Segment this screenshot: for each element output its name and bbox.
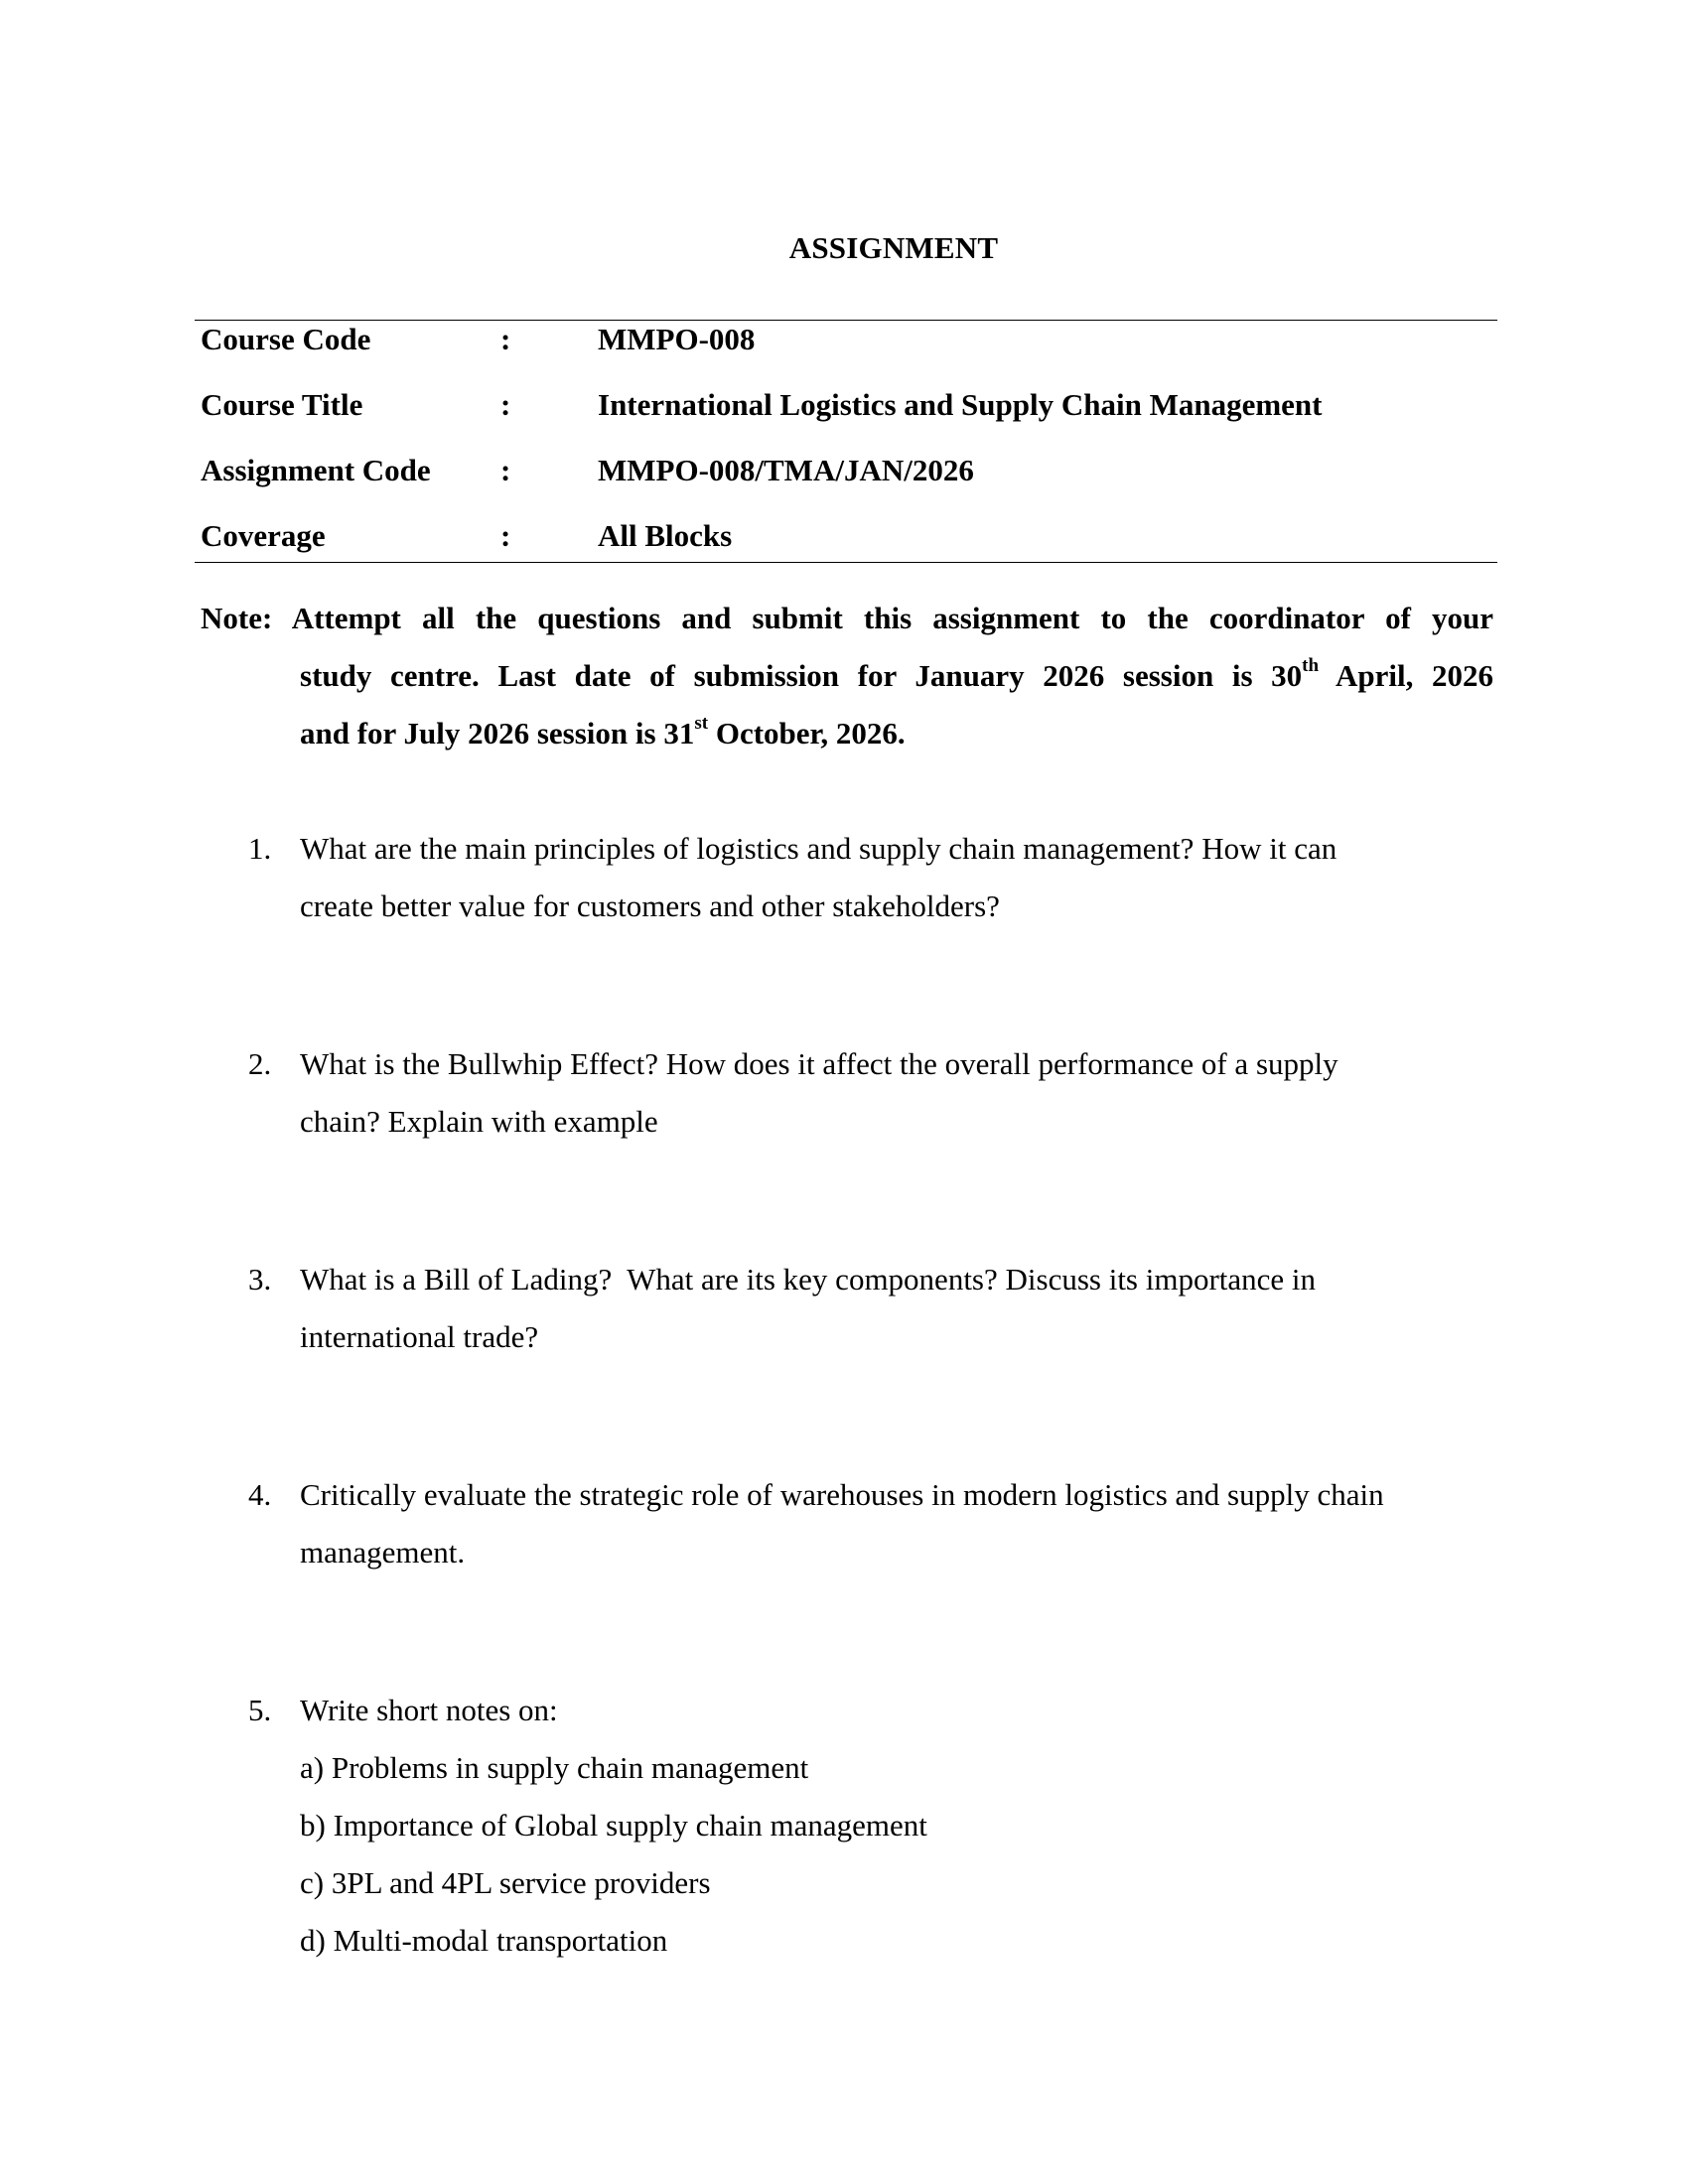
header-top-rule (195, 320, 1497, 321)
question-number: 1. (248, 831, 272, 866)
submission-note (201, 590, 1493, 762)
meta-label: Course Title (201, 387, 363, 422)
question-text: What are the main principles of logistics and supply chain management? How it can (300, 831, 1337, 866)
meta-row-course-code (201, 322, 1491, 371)
header-bottom-rule (195, 562, 1497, 563)
meta-value: MMPO-008 (598, 322, 756, 356)
note-text: October, 2026. (708, 716, 906, 751)
question-number: 4. (248, 1477, 272, 1512)
note-superscript: st (694, 712, 709, 734)
note-prefix: Note: (201, 601, 273, 635)
question-number: 5. (248, 1693, 272, 1727)
note-line-2 (201, 647, 1493, 705)
short-note-item: b) Importance of Global supply chain management (300, 1808, 927, 1843)
question-text: international trade? (300, 1319, 539, 1354)
meta-separator: : (500, 322, 511, 356)
meta-separator: : (500, 453, 511, 487)
meta-label: Coverage (201, 518, 326, 553)
page-title: ASSIGNMENT (788, 230, 999, 265)
note-line-3 (201, 705, 1493, 762)
question-text: What is a Bill of Lading? What are its key components? Discuss its importance in (300, 1262, 1317, 1297)
question-text: create better value for customers and other stakeholders? (300, 888, 1000, 923)
question-text: chain? Explain with example (300, 1104, 658, 1139)
question-number: 3. (248, 1262, 272, 1297)
question-text: What is the Bullwhip Effect? How does it affect the overall performance of a supply (300, 1046, 1338, 1081)
note-text: study centre. Last date of submission for January 2026 session is 30 (300, 658, 1303, 693)
meta-label: Course Code (201, 322, 371, 356)
note-text: Attempt all the questions and submit this assignment to the coordinator of your (291, 601, 1493, 635)
meta-label: Assignment Code (201, 453, 431, 487)
meta-separator: : (500, 518, 511, 553)
note-superscript: th (1302, 654, 1320, 676)
short-note-item: c) 3PL and 4PL service providers (300, 1865, 711, 1900)
note-line-1 (201, 590, 1493, 647)
question-text: Write short notes on: (300, 1693, 558, 1727)
meta-value: International Logistics and Supply Chain Management (598, 387, 1323, 422)
meta-separator: : (500, 387, 511, 422)
meta-row-assignment-code (201, 453, 1491, 502)
meta-value: All Blocks (598, 518, 733, 553)
short-note-item: d) Multi-modal transportation (300, 1923, 668, 1958)
note-text: and for July 2026 session is 31 (300, 716, 695, 751)
question-text: Critically evaluate the strategic role of warehouses in modern logistics and supply chain (300, 1477, 1384, 1512)
short-note-item: a) Problems in supply chain management (300, 1750, 809, 1785)
note-text: April, 2026 (1319, 658, 1494, 693)
meta-row-course-title (201, 387, 1491, 437)
question-number: 2. (248, 1046, 272, 1081)
question-text: management. (300, 1535, 466, 1570)
meta-value: MMPO-008/TMA/JAN/2026 (598, 453, 974, 487)
meta-row-coverage (201, 518, 1491, 568)
